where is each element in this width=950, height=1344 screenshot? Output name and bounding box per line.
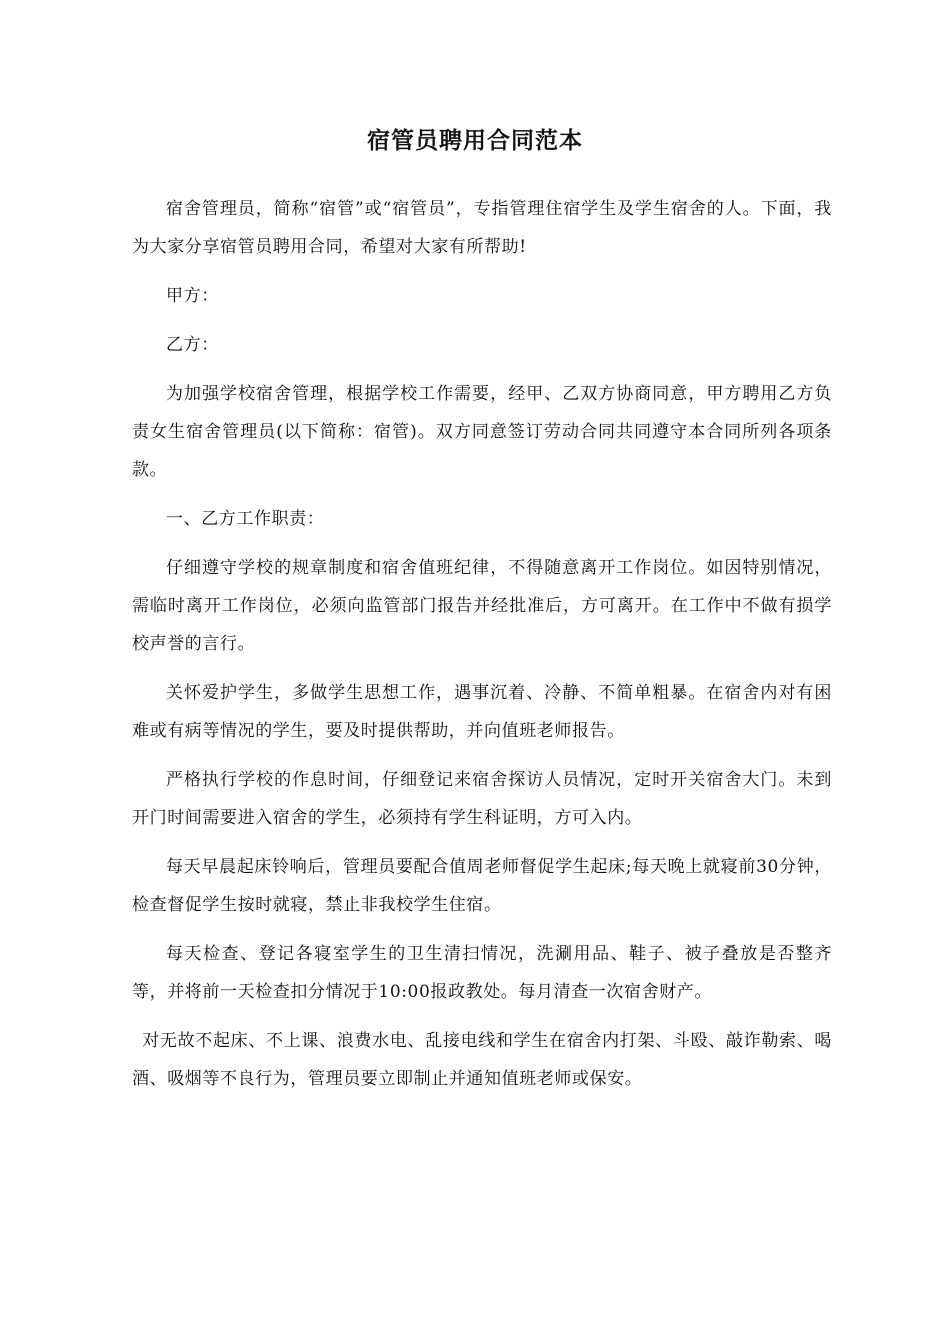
party-b-label: 乙方： — [166, 335, 219, 355]
intro-paragraph: 宿舍管理员，简称“宿管”或“宿管员”，专指管理住宿学生及学生宿舍的人。下面，我为大家分享宿管员聘用合同，希望对大家有所帮助! — [132, 199, 832, 257]
document-body — [132, 190, 832, 1109]
document-title: 宿管员聘用合同范本 — [367, 128, 583, 154]
duty-paragraph: 严格执行学校的作息时间，仔细登记来宿舍探访人员情况，定时开关宿舍大门。未到开门时间需要进入宿舍的学生，必须持有学生科证明，方可入内。 — [132, 770, 832, 828]
duty-paragraph: 对无故不起床、不上课、浪费水电、乱接电线和学生在宿舍内打架、斗殴、敲诈勒索、喝酒、吸烟等不良行为，管理员要立即制止并通知值班老师或保安。 — [132, 1031, 832, 1089]
duty-paragraph: 仔细遵守学校的规章制度和宿舍值班纪律，不得随意离开工作岗位。如因特别情况，需临时离开工作岗位，必须向监管部门报告并经批准后，方可离开。在工作中不做有损学校声誉的言行。 — [132, 558, 832, 654]
duty-paragraph: 关怀爱护学生，多做学生思想工作，遇事沉着、冷静、不简单粗暴。在宿舍内对有困难或有病等情况的学生，要及时提供帮助，并向值班老师报告。 — [132, 683, 832, 741]
duty-paragraph: 每天检查、登记各寝室学生的卫生清扫情况，洗涮用品、鞋子、被子叠放是否整齐等，并将前一天检查扣分情况于10:00报政教处。每月清查一次宿舍财产。 — [132, 944, 832, 1002]
section-heading-duties: 一、乙方工作职责： — [166, 509, 325, 529]
preamble-paragraph: 为加强学校宿舍管理，根据学校工作需要，经甲、乙双方协商同意，甲方聘用乙方负责女生宿舍管理员(以下简称：宿管)。双方同意签订劳动合同共同遵守本合同所列各项条款。 — [132, 384, 832, 480]
party-a-label: 甲方： — [166, 286, 219, 306]
duty-paragraph: 每天早晨起床铃响后，管理员要配合值周老师督促学生起床;每天晚上就寝前30分钟，检查督促学生按时就寝，禁止非我校学生住宿。 — [132, 857, 832, 915]
